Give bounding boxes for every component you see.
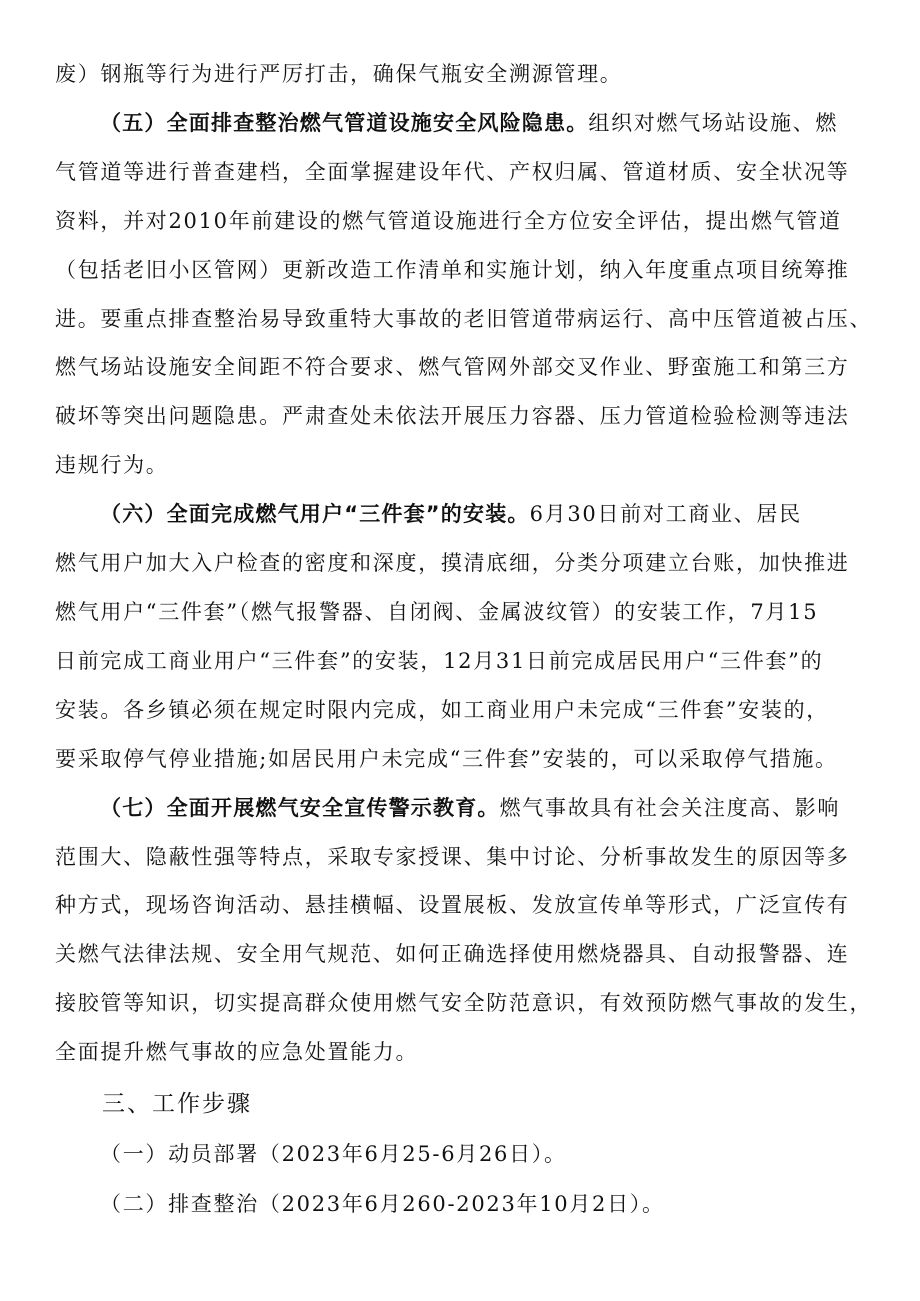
step-1: （一）动员部署（2023年6月25-6月26日）。 (100, 1142, 567, 1166)
text-line: 燃气场站设施安全间距不符合要求、燃气管网外部交叉作业、野蛮施工和第三方 (55, 355, 850, 379)
text-line: 气管道等进行普查建档，全面掌握建设年代、产权归属、管道材质、安全状况等 (55, 160, 850, 184)
text-line: 燃气用户“三件套”（燃气报警器、自闭阀、金属波纹管）的安装工作，7月15 (55, 600, 819, 624)
text-line: 违规行为。 (55, 453, 169, 477)
step-2: （二）排查整治（2023年6月260-2023年10月2日）。 (100, 1192, 665, 1216)
text-line: 燃气用户加大入户检查的密度和深度，摸清底细，分类分项建立台账，加快推进 (55, 551, 850, 575)
section-heading: 三、工作步骤 (102, 1091, 252, 1117)
text-line: 破坏等突出问题隐患。严肃查处未依法开展压力容器、压力管道检验检测等违法 (55, 404, 850, 428)
paragraph-7-first-line (100, 794, 840, 822)
section-6-text: 6月30日前对工商业、居民 (529, 502, 802, 526)
paragraph-5-first-line (100, 109, 838, 137)
text-line: （包括老旧小区管网）更新改造工作清单和实施计划，纳入年度重点项目统筹推 (55, 258, 850, 282)
section-7-text: 燃气事故具有社会关注度高、影响 (499, 796, 841, 820)
text-line: 种方式，现场咨询活动、悬挂横幅、设置展板、发放宣传单等形式，广泛宣传有 (55, 893, 850, 917)
text-line: 范围大、隐蔽性强等特点，采取专家授课、集中讨论、分析事故发生的原因等多 (55, 845, 850, 869)
text-line: 废）钢瓶等行为进行严厉打击，确保气瓶安全溯源管理。 (55, 62, 623, 86)
section-7-title: （七）全面开展燃气安全宣传警示教育。 (100, 796, 500, 820)
section-5-text: 组织对燃气场站设施、燃 (588, 111, 839, 135)
text-line: 全面提升燃气事故的应急处置能力。 (55, 1040, 419, 1064)
section-6-title: （六）全面完成燃气用户“三件套”的安装。 (100, 502, 530, 526)
text-line: 关燃气法律法规、安全用气规范、如何正确选择使用燃烧器具、自动报警器、连 (55, 942, 850, 966)
paragraph-6-first-line (100, 500, 802, 528)
text-line: 进。要重点排查整治易导致重特大事故的老旧管道带病运行、高中压管道被占压、 (55, 307, 873, 331)
text-line: 要采取停气停业措施;如居民用户未完成“三件套”安装的，可以采取停气措施。 (55, 747, 838, 771)
text-line: 安装。各乡镇必须在规定时限内完成，如工商业用户未完成“三件套”安装的， (55, 698, 829, 722)
text-line: 日前完成工商业用户“三件套”的安装，12月31日前完成居民用户“三件套”的 (55, 649, 824, 673)
text-line: 资料，并对2010年前建设的燃气管道设施进行全方位安全评估，提出燃气管道 (55, 209, 842, 233)
text-line: 接胶管等知识，切实提高群众使用燃气安全防范意识，有效预防燃气事故的发生， (55, 991, 873, 1015)
section-5-title: （五）全面排查整治燃气管道设施安全风险隐患。 (100, 111, 589, 135)
